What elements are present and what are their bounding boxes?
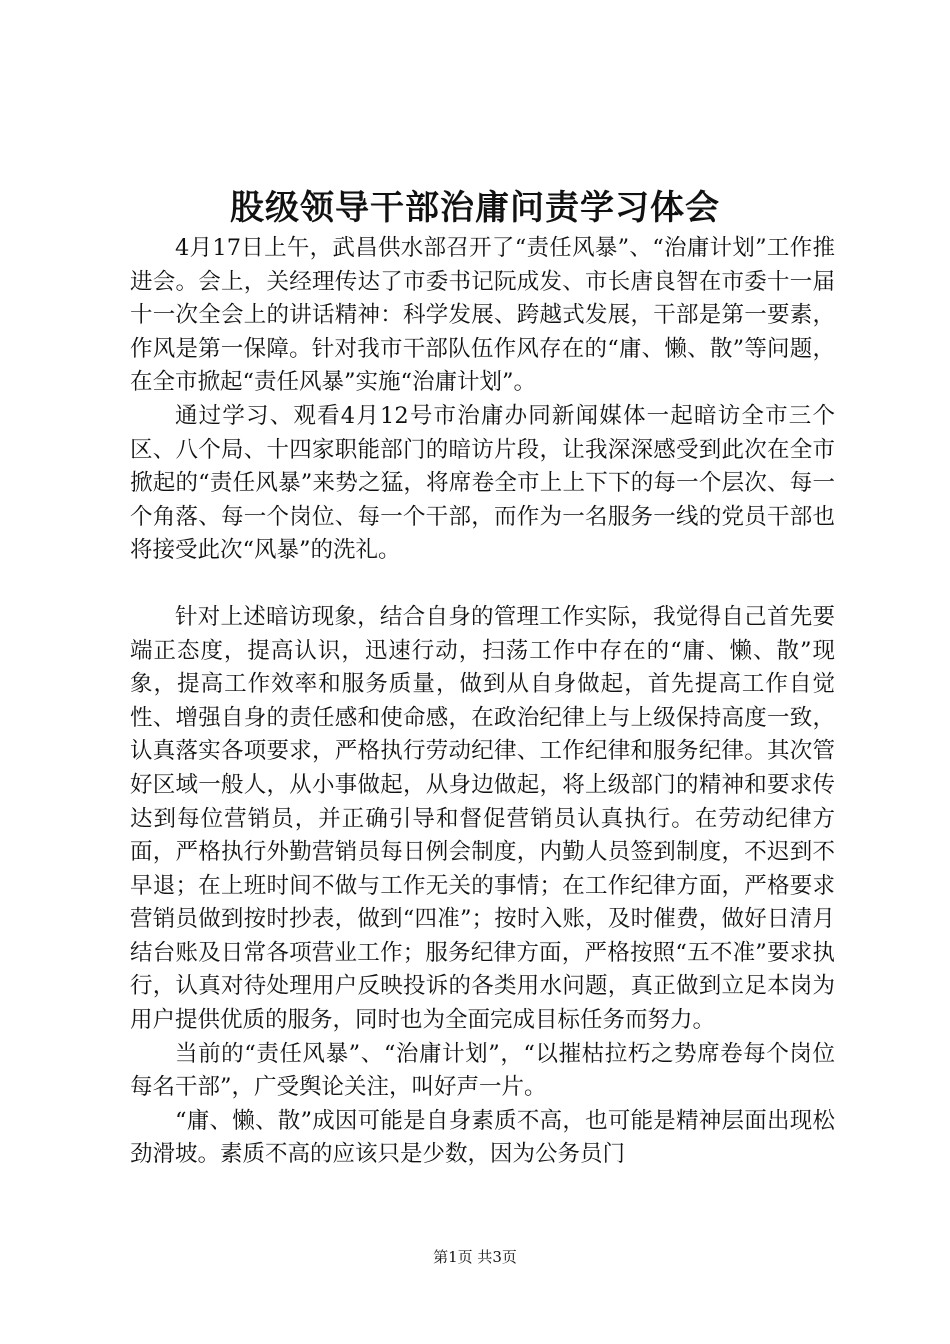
paragraph-1: 4月17日上午，武昌供水部召开了“责任风暴”、“治庸计划”工作推进会。会上，关经理传达了市委书记阮成发、市长唐良智在市委十一届十一次全会上的讲话精神：科学发展、跨越式发展，干部是第一要素，作风是第一保障。针对我市干部队伍作风存在的“庸、懒、散”等问题，在全市掀起“责任风暴”实施“治庸计划”。 <box>130 235 835 396</box>
document-title: 股级领导干部治庸问责学习体会 <box>230 188 720 228</box>
page-footer <box>0 1247 950 1267</box>
document-body <box>130 232 835 1172</box>
page-number-label: 第1页 共3页 <box>433 1248 517 1266</box>
paragraph-3: 针对上述暗访现象，结合自身的管理工作实际，我觉得自己首先要端正态度，提高认识，迅速行动，扫荡工作中存在的“庸、懒、散”现象，提高工作效率和服务质量，做到从自身做起，首先提高工作自觉性、增强自身的责任感和使命感，在政治纪律上与上级保持高度一致，认真落实各项要求，严格执行劳动纪律、工作纪律和服务纪律。其次管好区域一般人，从小事做起，从身边做起，将上级部门的精神和要求传达到每位营销员，并正确引导和督促营销员认真执行。在劳动纪律方面，严格执行外勤营销员每日例会制度，内勤人员签到制度，不迟到不早退；在上班时间不做与工作无关的事情；在工作纪律方面，严格要求营销员做到按时抄表，做到“四准”；按时入账，及时催费，做好日清月结台账及日常各项营业工作；服务纪律方面，严格按照“五不准”要求执行，认真对待处理用户反映投诉的各类用水问题，真正做到立足本岗为用户提供优质的服务，同时也为全面完成目标任务而努力。 <box>130 603 835 1034</box>
paragraph-4: 当前的“责任风暴”、“治庸计划”，“以摧枯拉朽之势席卷每个岗位每名干部”，广受舆论关注，叫好声一片。 <box>130 1040 835 1101</box>
paragraph-2: 通过学习、观看4月12号市治庸办同新闻媒体一起暗访全市三个区、八个局、十四家职能部门的暗访片段，让我深深感受到此次在全市掀起的“责任风暴”来势之猛，将席卷全市上上下下的每一个层次、每一个角落、每一个岗位、每一个干部，而作为一名服务一线的党员干部也将接受此次“风暴”的洗礼。 <box>130 402 835 564</box>
paragraph-5: “庸、懒、散”成因可能是自身素质不高，也可能是精神层面出现松劲滑坡。素质不高的应该只是少数，因为公务员门 <box>130 1107 835 1168</box>
